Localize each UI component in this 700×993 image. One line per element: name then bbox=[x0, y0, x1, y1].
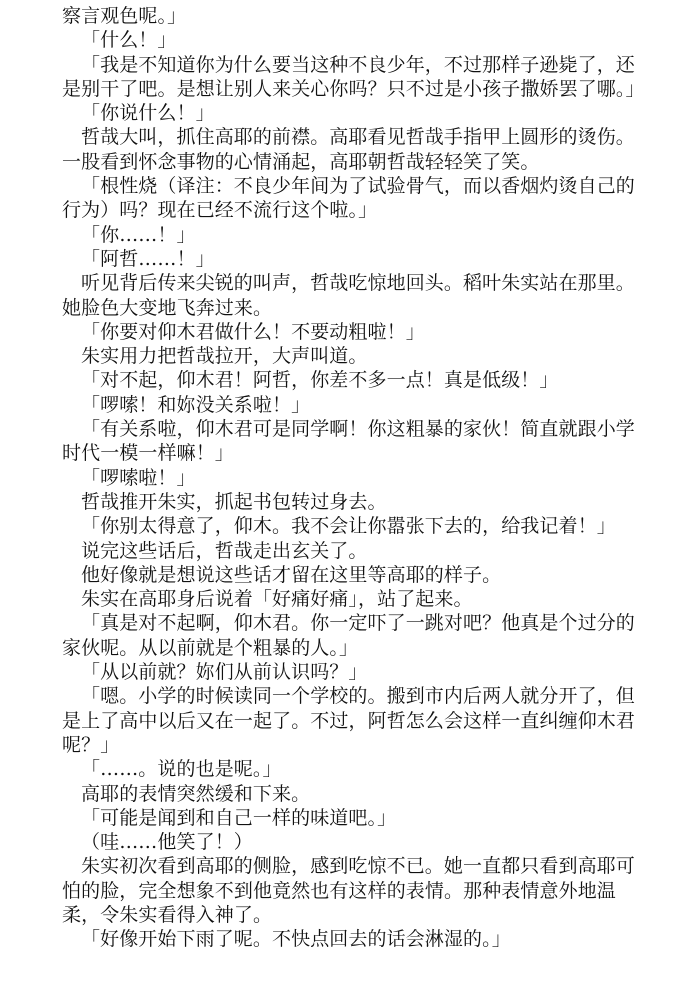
paragraph-15: 「啰嗦啦！」 bbox=[81, 466, 196, 489]
paragraph-1: 察言观色呢。」 bbox=[62, 5, 187, 27]
paragraph-29: 「好像开始下雨了呢。不快点回去的话会淋湿的。」 bbox=[81, 928, 511, 951]
paragraph-25: 高耶的表情突然缓和下来。 bbox=[81, 782, 311, 805]
paragraph-28: 朱实初次看到高耶的侧脸，感到吃惊不已。她一直都只看到高耶可怕的脸，完全想象不到他竟然也有这样的表情。那种表情意外地温柔，令朱实看得入神了。 bbox=[62, 855, 635, 926]
paragraph-11: 朱实用力把哲哉拉开，大声叫道。 bbox=[81, 345, 368, 368]
paragraph-17: 「你别太得意了，仰木。我不会让你嚣张下去的，给我记着！」 bbox=[81, 515, 616, 538]
paragraph-24: 「……。说的也是呢。」 bbox=[81, 758, 282, 781]
paragraph-27: （哇……他笑了！） bbox=[81, 831, 253, 854]
paragraph-23: 「嗯。小学的时候读同一个学校的。搬到市内后两人就分开了，但是上了高中以后又在一起了。不过，阿哲怎么会这样一直纠缠仰木君呢？」 bbox=[62, 685, 636, 756]
paragraph-12: 「对不起，仰木君！阿哲，你差不多一点！真是低级！」 bbox=[81, 369, 559, 392]
paragraph-14: 「有关系啦，仰木君可是同学啊！你这粗暴的家伙！简直就跟小学时代一模一样嘛！」 bbox=[62, 418, 635, 465]
paragraph-13: 「啰嗦！和妳没关系啦！」 bbox=[81, 393, 311, 416]
paragraph-19: 他好像就是想说这些话才留在这里等高耶的样子。 bbox=[81, 563, 502, 586]
paragraph-18: 说完这些话后，哲哉走出玄关了。 bbox=[81, 539, 368, 562]
paragraph-22: 「从以前就？妳们从前认识吗？」 bbox=[81, 661, 368, 684]
paragraph-10: 「你要对仰木君做什么！不要动粗啦！」 bbox=[81, 320, 425, 343]
paragraph-2: 「什么！」 bbox=[81, 29, 177, 52]
paragraph-21: 「真是对不起啊，仰木君。你一定吓了一跳对吧？他真是个过分的家伙呢。从以前就是个粗暴的人。」 bbox=[62, 612, 635, 659]
paragraph-5: 哲哉大叫，抓住高耶的前襟。高耶看见哲哉手指甲上圆形的烫伤。一股看到怀念事物的心情涌起，高耶朝哲哉轻轻笑了笑。 bbox=[62, 126, 635, 173]
paragraph-26: 「可能是闻到和自己一样的味道吧。」 bbox=[81, 806, 397, 829]
paragraph-3: 「我是不知道你为什么要当这种不良少年，不过那样子逊毙了，还是别干了吧。是想让别人来关心你吗？只不过是小孩子撒娇罢了哪。」 bbox=[62, 53, 645, 100]
paragraph-7: 「你……！」 bbox=[81, 223, 196, 246]
paragraph-4: 「你说什么！」 bbox=[81, 102, 215, 125]
paragraph-16: 哲哉推开朱实，抓起书包转过身去。 bbox=[81, 490, 387, 513]
novel-page bbox=[62, 4, 645, 952]
paragraph-6: 「根性烧（译注：不良少年间为了试验骨气，而以香烟灼烫自己的行为）吗？现在已经不流行这个啦。」 bbox=[62, 175, 635, 222]
paragraph-8: 「阿哲……！」 bbox=[81, 247, 215, 270]
paragraph-9: 听见背后传来尖锐的叫声，哲哉吃惊地回头。稻叶朱实站在那里。她脸色大变地飞奔过来。 bbox=[62, 272, 635, 319]
paragraph-20: 朱实在高耶身后说着「好痛好痛」，站了起来。 bbox=[81, 588, 473, 611]
